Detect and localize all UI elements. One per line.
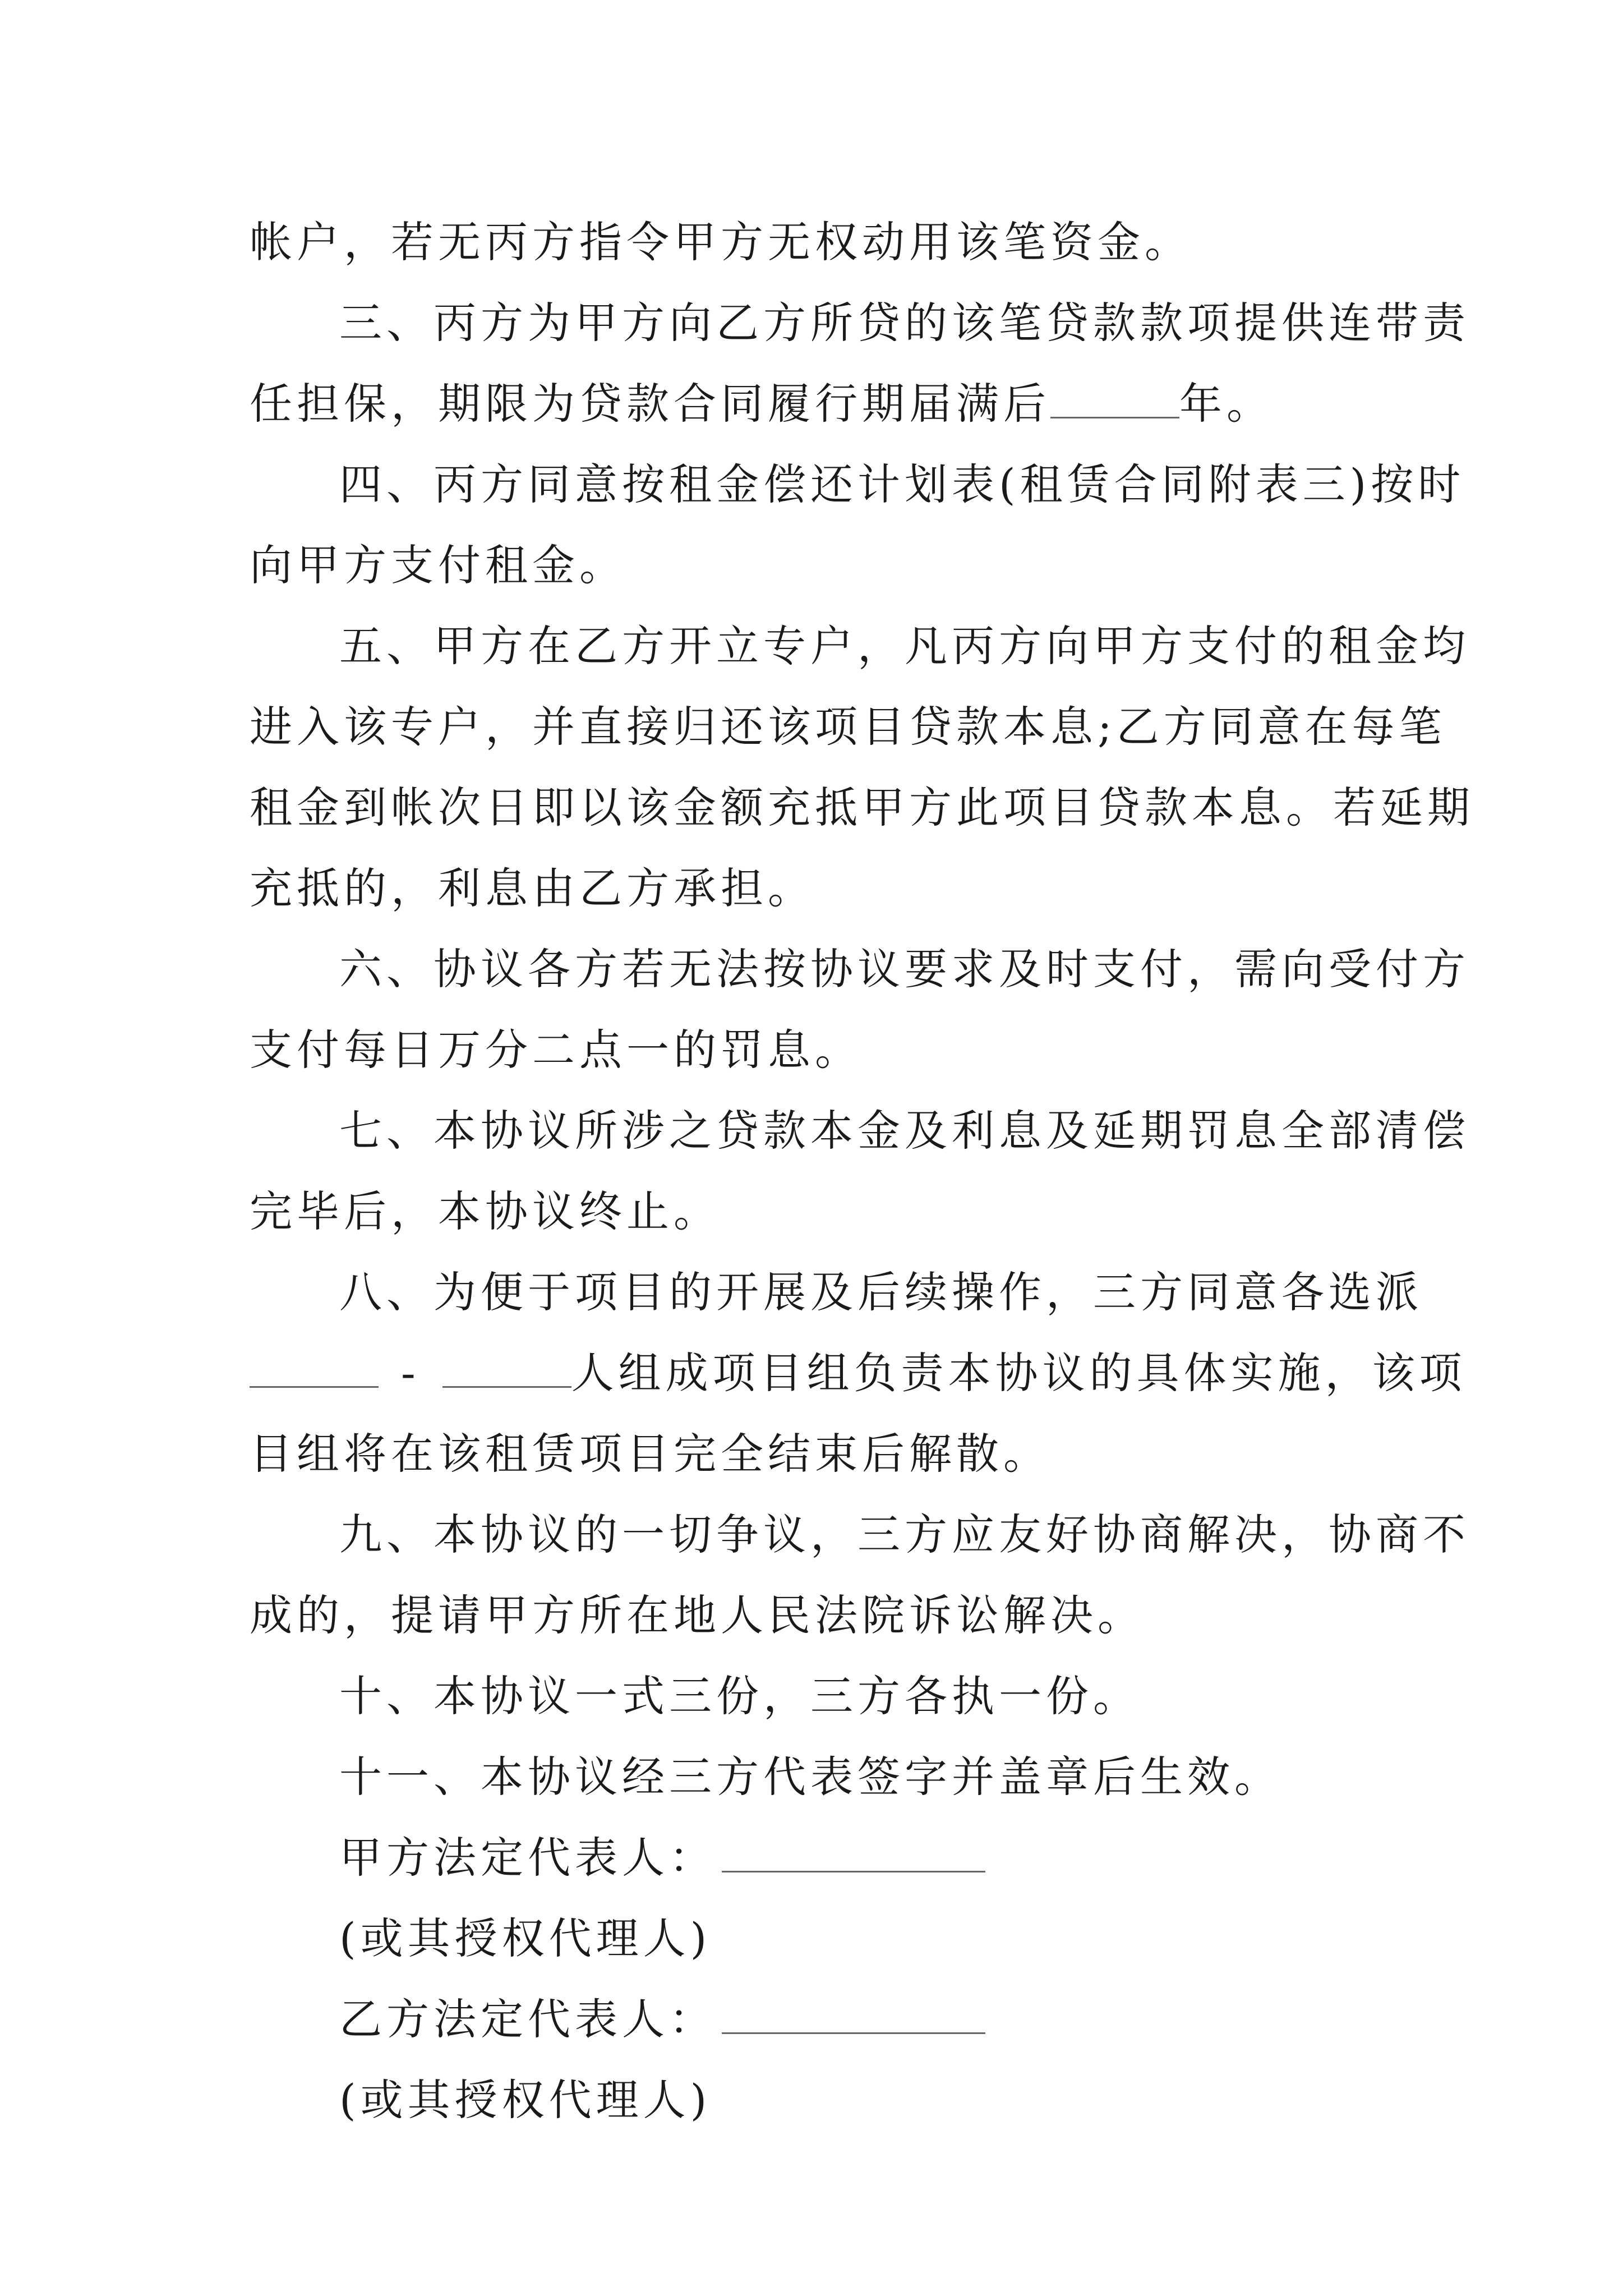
party-a-label: 甲方法定代表人： — [339, 1833, 716, 1883]
clause-11: 十一、本协议经三方代表签字并盖章后生效。 — [339, 1752, 1281, 1802]
clause-3-line-2 — [250, 364, 1388, 444]
party-b-agent-note: (或其授权代理人) — [339, 2075, 712, 2125]
clause-5-line-2: 进入该专户，并直接归还该项目贷款本息;乙方同意在每笔 — [250, 702, 1446, 752]
text-line: 帐户，若无丙方指令甲方无权动用该笔资金。 — [250, 217, 1192, 267]
clause-7-line-2: 完毕后，本协议终止。 — [250, 1186, 721, 1236]
clause-9-line-1: 九、本协议的一切争议，三方应友好协商解决，协商不 — [339, 1510, 1470, 1559]
clause-8-line-1: 八、为便于项目的开展及后续操作，三方同意各选派 — [339, 1267, 1423, 1317]
party-b-signature-line — [250, 1979, 1388, 2060]
clause-3-text: 任担保，期限为贷款合同履行期届满后 — [250, 379, 1050, 429]
clause-3-line-1: 三、丙方为甲方向乙方所贷的该笔贷款款项提供连带责 — [339, 298, 1470, 348]
party-a-signature-line — [250, 1818, 1388, 1898]
clause-6-line-1: 六、协议各方若无法按协议要求及时支付，需向受付方 — [339, 944, 1470, 994]
clause-8-line-2 — [250, 1333, 1467, 1414]
clause-8-line-3: 目组将在该租赁项目完全结束后解散。 — [250, 1429, 1050, 1479]
party-b-label: 乙方法定代表人： — [339, 1994, 716, 2044]
document-body — [250, 202, 1474, 2141]
member-count-min-blank — [250, 1352, 379, 1388]
clause-4-line-1: 四、丙方同意按租金偿还计划表(租赁合同附表三)按时 — [339, 459, 1465, 509]
clause-8-text: 人组成项目组负责本协议的具体实施，该项 — [571, 1348, 1467, 1398]
party-b-signature-blank — [722, 1999, 985, 2034]
clause-10: 十、本协议一式三份，三方各执一份。 — [339, 1671, 1140, 1721]
clause-7-line-1: 七、本协议所涉之贷款本金及利息及延期罚息全部清偿 — [339, 1106, 1470, 1156]
clause-6-line-2: 支付每日万分二点一的罚息。 — [250, 1025, 862, 1075]
clause-5-line-4: 充抵的，利息由乙方承担。 — [250, 863, 815, 913]
clause-4-line-2: 向甲方支付租金。 — [250, 540, 626, 590]
member-count-max-blank — [442, 1352, 571, 1388]
clause-9-line-2: 成的，提请甲方所在地人民法院诉讼解决。 — [250, 1590, 1145, 1640]
clause-5-line-3: 租金到帐次日即以该金额充抵甲方此项目贷款本息。若延期 — [250, 783, 1474, 832]
party-a-signature-blank — [722, 1837, 985, 1872]
range-dash: - — [401, 1348, 420, 1398]
clause-3-suffix: 年。 — [1179, 379, 1274, 429]
party-a-agent-note: (或其授权代理人) — [339, 1913, 712, 1963]
guarantee-years-blank — [1050, 383, 1179, 418]
clause-5-line-1: 五、甲方在乙方开立专户，凡丙方向甲方支付的租金均 — [339, 621, 1470, 671]
